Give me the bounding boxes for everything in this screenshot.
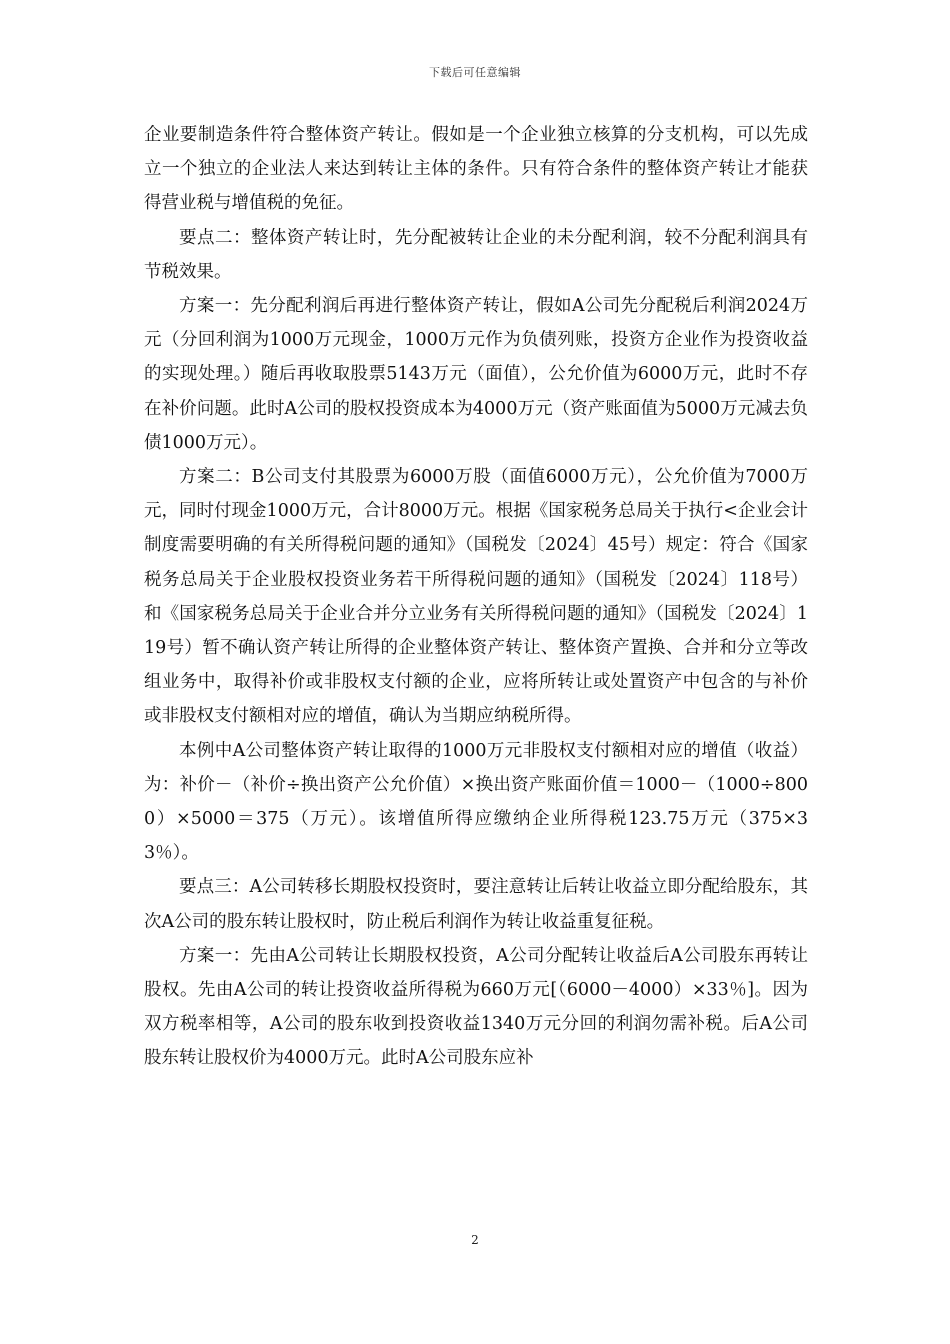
document-body <box>144 118 808 1076</box>
paragraph-plan-one-equity: 方案一：先由A公司转让长期股权投资，A公司分配转让收益后A公司股东再转让股权。先由A公司的转让投资收益所得税为660万元[（6000－4000）×33％]。因为双方税率相等，A公司的股东收到投资收益1340万元分回的利润勿需补税。后A公司股东转让股权价为4000万元。此时A公司股东应补 <box>144 945 808 1069</box>
paragraph-example-calculation: 本例中A公司整体资产转让取得的1000万元非股权支付额相对应的增值（收益）为：补价－（补价÷换出资产公允价值）×换出资产账面价值＝1000－（1000÷8000）×5000＝375（万元）。该增值所得应缴纳企业所得税123.75万元（375×33％）。 <box>144 740 808 864</box>
page-number: 2 <box>471 1233 479 1247</box>
paragraph-continuation: 企业要制造条件符合整体资产转让。假如是一个企业独立核算的分支机构，可以先成立一个独立的企业法人来达到转让主体的条件。只有符合条件的整体资产转让才能获得营业税与增值税的免征。 <box>144 125 808 214</box>
paragraph-key-point-two: 要点二：整体资产转让时，先分配被转让企业的未分配利润，较不分配利润具有节税效果。 <box>144 227 808 282</box>
paragraph-plan-one: 方案一：先分配利润后再进行整体资产转让，假如A公司先分配税后利润2024万元（分回利润为1000万元现金，1000万元作为负债列账，投资方企业作为投资收益的实现处理。）随后再收取股票5143万元（面值），公允价值为6000万元，此时不存在补价问题。此时A公司的股权投资成本为4000万元（资产账面值为5000万元减去负债1000万元）。 <box>144 296 808 453</box>
paragraph-plan-two: 方案二：B公司支付其股票为6000万股（面值6000万元），公允价值为7000万元，同时付现金1000万元，合计8000万元。根据《国家税务总局关于执行<企业会计制度需要明确的有关所得税问题的通知》（国税发〔2024〕45号）规定：符合《国家税务总局关于企业股权投资业务若干所得税问题的通知》（国税发〔2024〕118号）和《国家税务总局关于企业合并分立业务有关所得税问题的通知》（国税发〔2024〕119号）暂不确认资产转让所得的企业整体资产转让、整体资产置换、合并和分立等改组业务中，取得补价或非股权支付额的企业，应将所转让或处置资产中包含的与补价或非股权支付额相对应的增值，确认为当期应纳税所得。 <box>144 467 808 727</box>
paragraph-key-point-three: 要点三：A公司转移长期股权投资时，要注意转让后转让收益立即分配给股东，其次A公司的股东转让股权时，防止税后利润作为转让收益重复征税。 <box>144 877 808 932</box>
page-header: 下载后可任意编辑 <box>429 66 521 79</box>
